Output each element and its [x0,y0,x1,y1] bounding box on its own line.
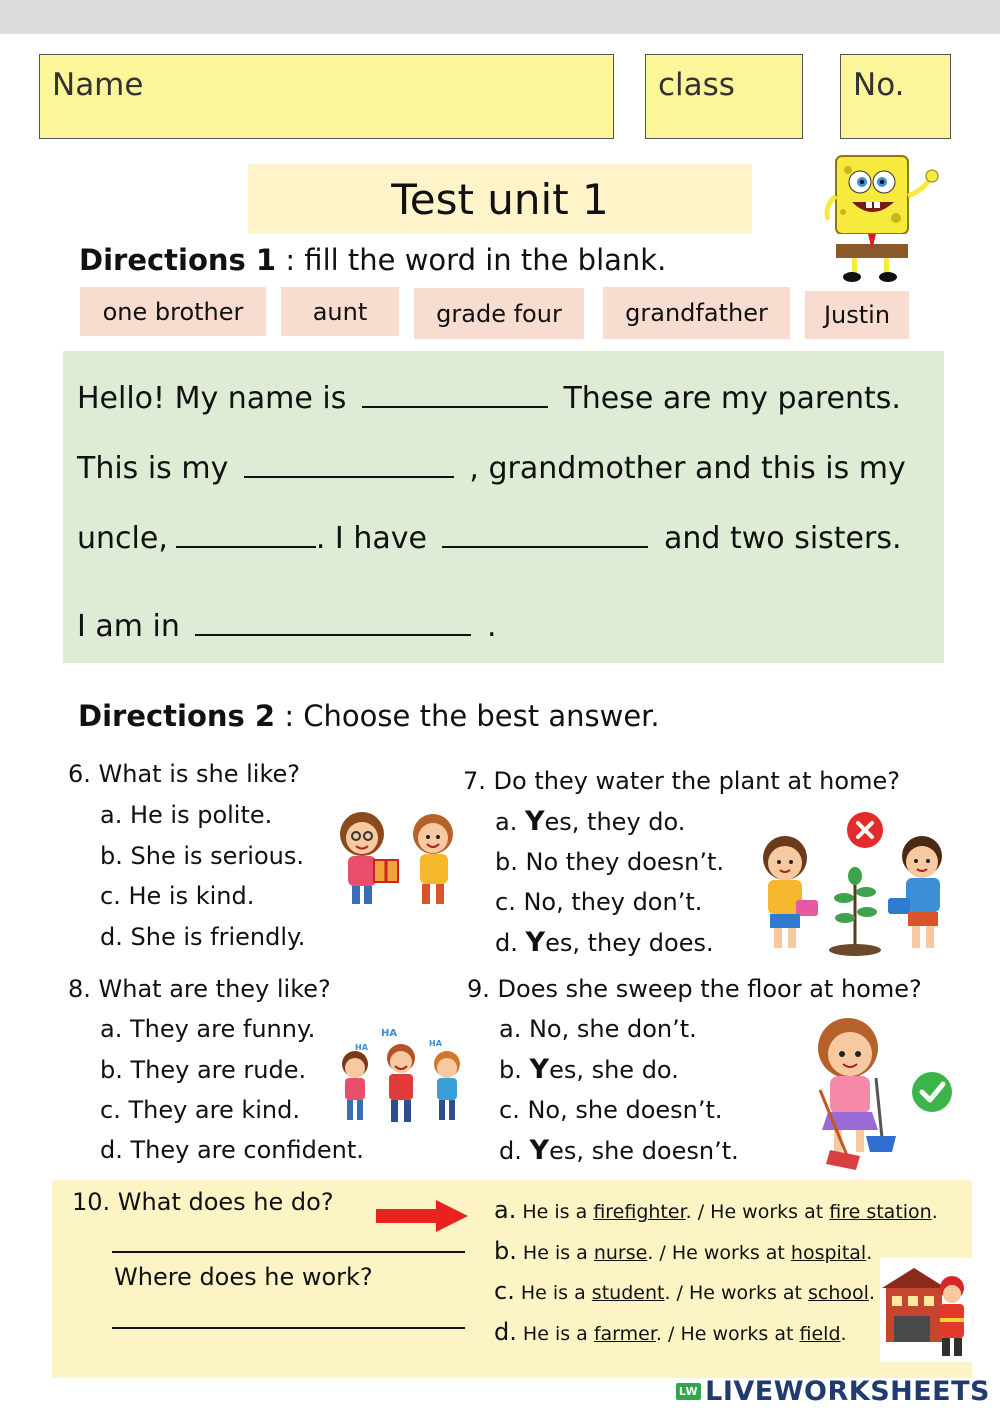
word-chip: grade four [414,288,584,339]
passage-text: . [486,609,497,644]
sponge-character-illustration [818,150,948,285]
question-8: 8. What are they like? [68,975,331,1003]
passage-line-3 [77,521,902,556]
option-bold-initial: Y [529,1135,550,1166]
top-bar [0,0,1000,34]
directions-1-label: Directions 1 [79,243,277,277]
answer-text: . [840,1323,847,1345]
option-text: es, they does. [545,929,714,957]
directions-1-text: : fill the word in the blank. [285,243,667,277]
class-label: class [658,67,735,103]
number-label: No. [853,67,905,103]
option-text: es, she do. [549,1056,679,1084]
option-bold-initial: Y [529,1054,550,1085]
laugh-text: HA [381,1028,398,1039]
question-9: 9. Does she sweep the floor at home? [467,975,922,1003]
option-letter: d. [495,929,526,957]
q9-option-b[interactable] [499,1054,679,1085]
blank-3[interactable] [176,544,316,548]
q10-answer-c [494,1277,875,1305]
q8-option-d[interactable]: d. They are confident. [100,1136,364,1164]
question-6: 6. What is she like? [68,760,301,788]
q7-option-c[interactable]: c. No, they don’t. [495,888,703,916]
answer-text: He is a [522,1201,594,1223]
answer-job: student [591,1282,665,1304]
two-kids-gift-illustration [330,806,470,911]
arrow-right-icon [376,1198,470,1234]
answer-text: . / He works at [647,1242,791,1264]
answer-text: He is a [522,1323,594,1345]
q6-option-b[interactable]: b. She is serious. [100,842,304,870]
blank-2[interactable] [244,474,454,478]
answer-job: farmer [593,1323,656,1345]
answer-letter: c. [494,1277,515,1305]
q6-option-d[interactable]: d. She is friendly. [100,923,306,951]
q6-option-c[interactable]: c. He is kind. [100,882,255,910]
answer-text: . [931,1201,938,1223]
directions-1 [79,243,666,277]
passage-text: , grandmother and this is my [469,451,906,486]
word-chip: one brother [80,287,266,336]
q7-option-a[interactable] [495,806,685,837]
passage-text: and two sisters. [664,521,902,556]
directions-2-label: Directions 2 [78,699,276,733]
passage-line-1 [77,381,901,416]
q9-option-a[interactable]: a. No, she don’t. [499,1015,697,1043]
girl-sweeping-illustration [790,1008,960,1173]
passage-text: I am in [77,609,180,644]
passage-line-4 [77,609,497,644]
q9-option-c[interactable]: c. No, she doesn’t. [499,1096,723,1124]
fill-in-passage [63,351,944,663]
blank-4[interactable] [442,544,648,548]
option-letter: d. [499,1137,530,1165]
answer-letter: b. [494,1237,517,1265]
q10-answer-b [494,1237,872,1265]
q8-option-c[interactable]: c. They are kind. [100,1096,301,1124]
answer-place: fire station [829,1201,932,1223]
number-field[interactable] [840,54,951,139]
answer-letter: a. [494,1196,517,1224]
passage-text: . I have [315,521,427,556]
word-chip: aunt [281,287,399,336]
firefighter-station-illustration [880,1258,972,1362]
laugh-text: HA [429,1039,442,1048]
name-field[interactable] [39,54,614,139]
passage-text: This is my [77,451,229,486]
logo-text: LIVEWORKSHEETS [705,1376,990,1407]
question-10a: 10. What does he do? [72,1188,334,1216]
answer-place: school [808,1282,869,1304]
q7-option-d[interactable] [495,927,714,958]
option-letter: b. [499,1056,530,1084]
answer-place: field [799,1323,841,1345]
q10-answer-d [494,1318,847,1346]
q9-option-d[interactable] [499,1135,739,1166]
word-chip: grandfather [603,287,790,339]
answer-place: hospital [790,1242,867,1264]
question-7: 7. Do they water the plant at home? [463,767,900,795]
answer-text: . / He works at [655,1323,800,1345]
blank-1[interactable] [362,404,548,408]
option-bold-initial: Y [524,806,545,837]
option-text: es, they do. [544,808,686,836]
answer-line-2[interactable] [112,1327,465,1329]
worksheet-title: Test unit 1 [248,164,752,234]
passage-line-2 [77,451,906,486]
logo-badge-icon: LW [676,1383,701,1400]
question-10b: Where does he work? [114,1263,373,1291]
laughing-kids-illustration [333,1024,473,1134]
option-letter: a. [495,808,525,836]
name-label: Name [52,67,144,103]
blank-5[interactable] [195,632,471,636]
option-text: es, she doesn’t. [549,1137,739,1165]
option-bold-initial: Y [525,927,546,958]
q7-option-b[interactable]: b. No they doesn’t. [495,848,725,876]
q8-option-b[interactable]: b. They are rude. [100,1056,307,1084]
answer-letter: d. [494,1318,517,1346]
answer-job: firefighter [593,1201,686,1223]
answer-text: . / He works at [685,1201,830,1223]
directions-2 [78,699,660,733]
answer-text: . [866,1242,873,1264]
answer-text: He is a [522,1242,594,1264]
laugh-text: HA [355,1043,368,1052]
q8-option-a[interactable]: a. They are funny. [100,1015,316,1043]
answer-line-1[interactable] [112,1251,465,1253]
kids-watering-plant-illustration [750,808,960,958]
answer-text: . [868,1282,875,1304]
passage-text: uncle, [77,521,168,556]
answer-job: nurse [593,1242,648,1264]
liveworksheets-logo [676,1376,990,1407]
class-field[interactable] [645,54,803,139]
q6-option-a[interactable]: a. He is polite. [100,801,273,829]
q10-answer-a [494,1196,938,1224]
passage-text: Hello! My name is [77,381,347,416]
word-chip: Justin [805,291,909,339]
answer-text: He is a [520,1282,592,1304]
answer-text: . / He works at [664,1282,809,1304]
passage-text: These are my parents. [563,381,901,416]
directions-2-text: : Choose the best answer. [284,699,660,733]
